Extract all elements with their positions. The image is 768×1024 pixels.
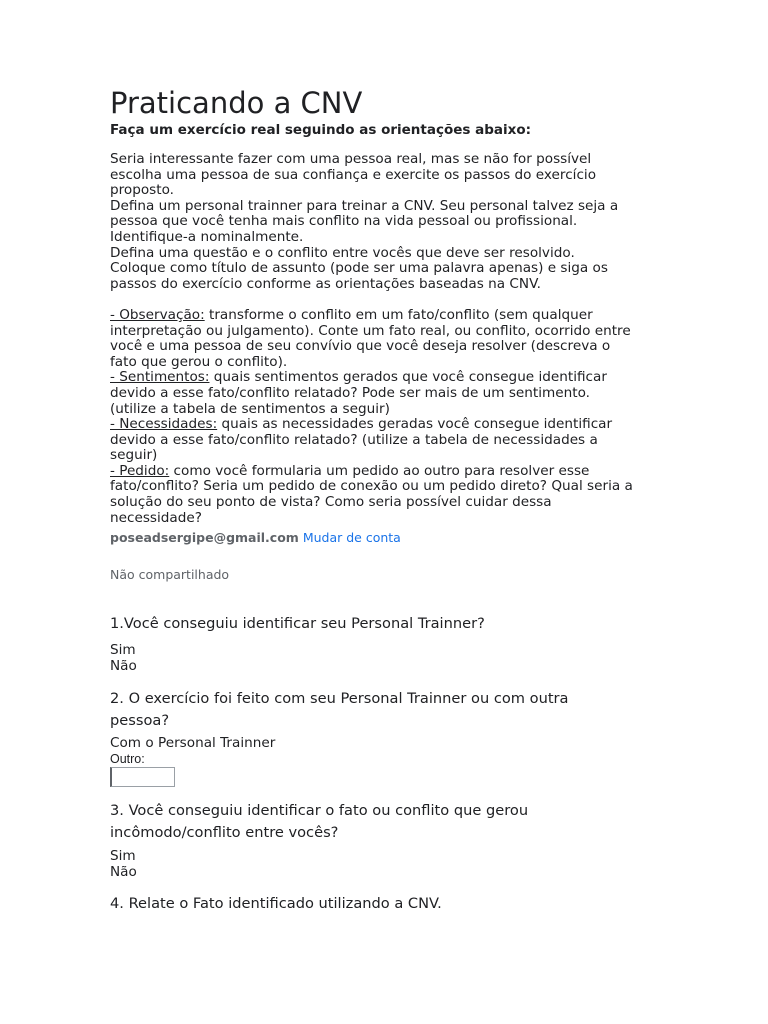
step-text: necessidade? xyxy=(110,509,202,526)
description-line: escolha uma pessoa de sua confiança e exercite os passos do exercício xyxy=(110,166,597,183)
option-sim[interactable]: Sim xyxy=(110,848,136,865)
description-line: Identifique-a nominalmente. xyxy=(110,228,304,245)
not-shared-notice: Não compartilhado xyxy=(110,567,230,583)
question-3 xyxy=(110,800,670,880)
step-text: fato/conflito? Seria um pedido de conexão ou um pedido direto? Qual seria a xyxy=(110,478,633,495)
other-text-input[interactable] xyxy=(110,767,175,787)
form-description xyxy=(110,152,670,526)
step-label: - Observação: xyxy=(110,306,205,323)
question-title: 1.Você conseguiu identificar seu Personal Trainner? xyxy=(110,615,485,633)
description-line: proposto. xyxy=(110,182,174,199)
step-text: devido a esse fato/conflito relatado? (utilize a tabela de necessidades a xyxy=(110,431,598,448)
step-text: devido a esse fato/conflito relatado? Pode ser mais de um sentimento. xyxy=(110,384,590,401)
question-1 xyxy=(110,613,670,674)
question-2 xyxy=(110,688,670,787)
step-pedido xyxy=(110,464,670,480)
step-text: solução do seu ponto de vista? Como seria possível cuidar dessa xyxy=(110,494,552,511)
question-4 xyxy=(110,893,670,915)
form-page xyxy=(110,84,670,915)
description-line: Defina um personal trainner para treinar a CNV. Seu personal talvez seja a xyxy=(110,197,619,214)
option-nao[interactable]: Não xyxy=(110,657,137,674)
step-text: fato que gerou o conflito). xyxy=(110,353,288,370)
step-necessidades xyxy=(110,417,670,433)
question-title: 2. O exercício foi feito com seu Personal Trainner ou com outra xyxy=(110,690,569,708)
question-title-continued: pessoa? xyxy=(110,712,170,730)
step-text: seguir) xyxy=(110,447,158,464)
switch-account-link[interactable]: Mudar de conta xyxy=(302,530,401,546)
description-line: pessoa que você tenha mais conflito na vida pessoal ou profissional. xyxy=(110,213,578,230)
question-title: 3. Você conseguiu identificar o fato ou conflito que gerou xyxy=(110,802,529,820)
step-text: (utilize a tabela de sentimentos a seguir) xyxy=(110,400,390,417)
step-text: quais as necessidades geradas você consegue identificar xyxy=(217,416,613,433)
step-label: - Sentimentos: xyxy=(110,369,210,386)
form-title: Praticando a CNV xyxy=(110,86,363,120)
step-label: - Necessidades: xyxy=(110,416,218,433)
form-subtitle: Faça um exercício real seguindo as orientações abaixo: xyxy=(110,122,532,138)
description-line: Coloque como título de assunto (pode ser uma palavra apenas) e siga os xyxy=(110,260,608,277)
step-text: interpretação ou julgamento). Conte um fato real, ou conflito, ocorrido entre xyxy=(110,322,631,339)
step-text: quais sentimentos gerados que você consegue identificar xyxy=(209,369,607,386)
description-line: passos do exercício conforme as orientações baseadas na CNV. xyxy=(110,275,541,292)
step-sentimentos xyxy=(110,370,670,386)
option-nao[interactable]: Não xyxy=(110,863,137,880)
option-com-o-personal-trainner[interactable]: Com o Personal Trainner xyxy=(110,735,276,752)
question-title: 4. Relate o Fato identificado utilizando a CNV. xyxy=(110,895,442,913)
account-email: poseadsergipe@gmail.com xyxy=(110,530,299,546)
step-text: como você formularia um pedido ao outro para resolver esse xyxy=(169,462,590,479)
step-observacao xyxy=(110,308,670,324)
description-line: Defina uma questão e o conflito entre vocês que deve ser resolvido. xyxy=(110,244,575,261)
step-text: você e uma pessoa de seu convívio que você deseja resolver (descreva o xyxy=(110,338,611,355)
step-text: transforme o conflito em um fato/conflito (sem qualquer xyxy=(204,306,593,323)
step-label: - Pedido: xyxy=(110,462,170,479)
option-outro-label[interactable]: Outro: xyxy=(110,752,145,767)
option-sim[interactable]: Sim xyxy=(110,642,136,659)
description-line: Seria interessante fazer com uma pessoa real, mas se não for possível xyxy=(110,151,592,167)
account-row xyxy=(110,530,670,546)
question-title-continued: incômodo/conflito entre vocês? xyxy=(110,824,339,842)
